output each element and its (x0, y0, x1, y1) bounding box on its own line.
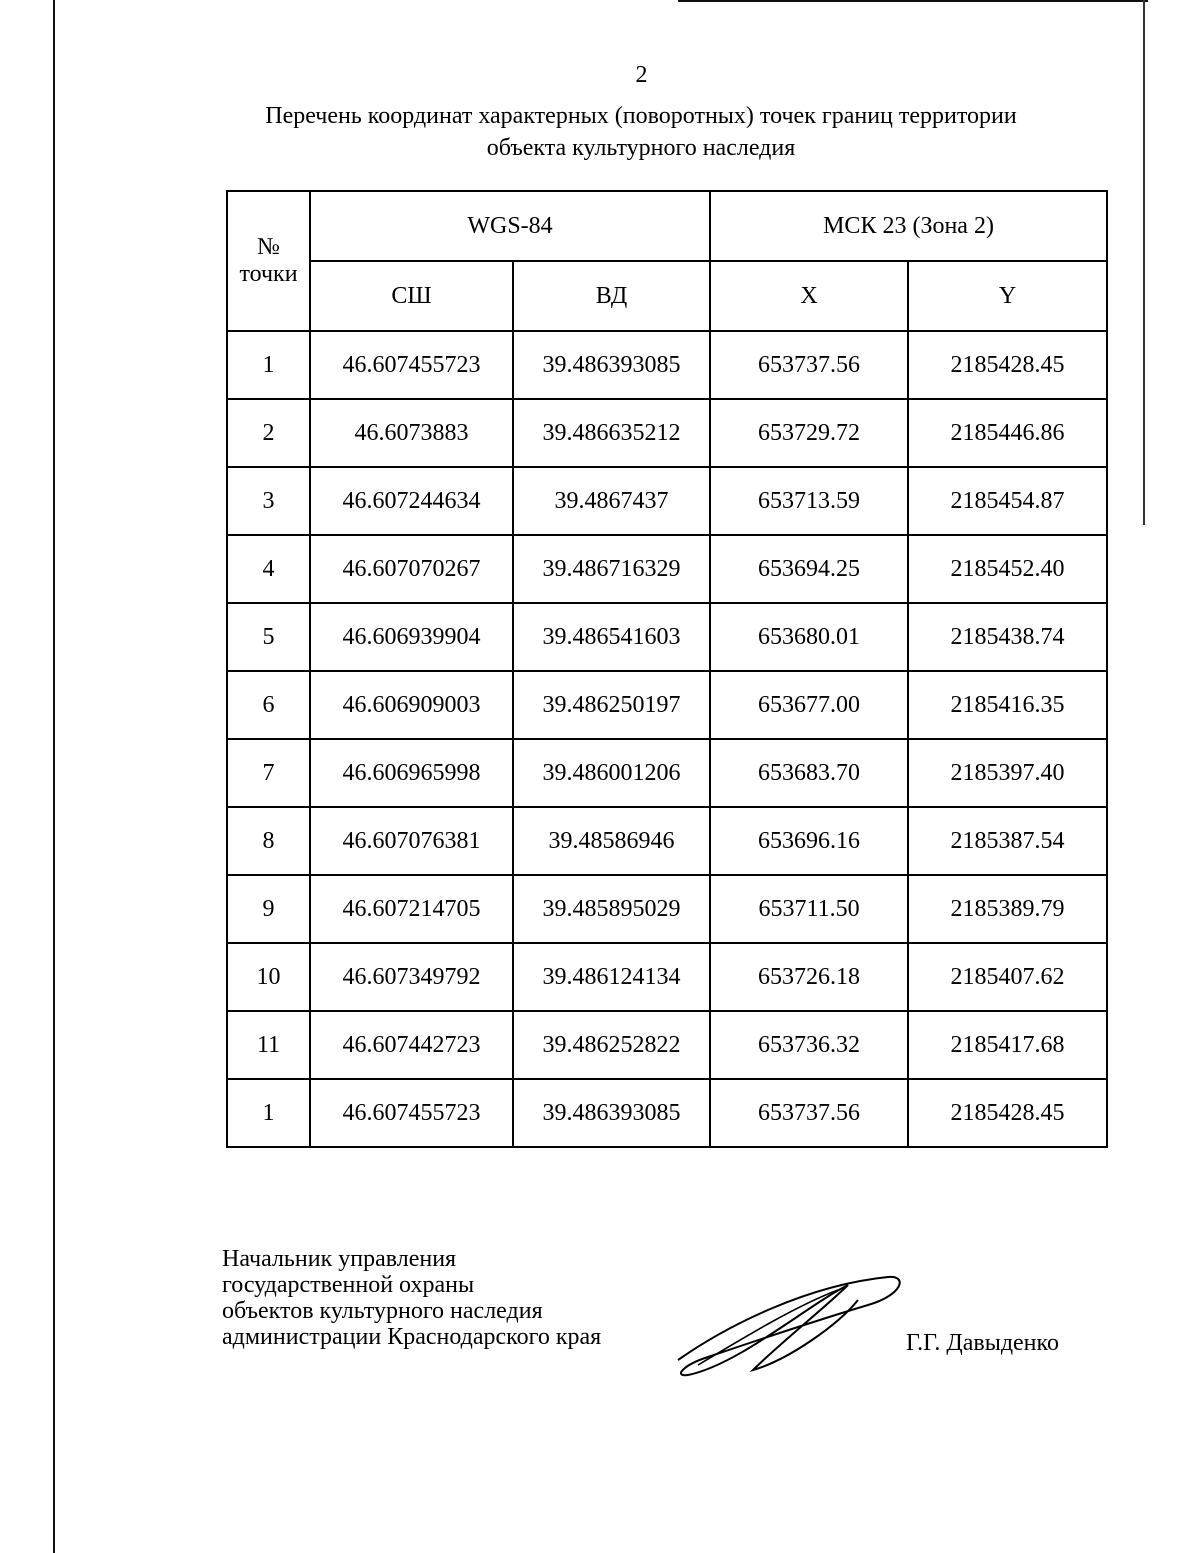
table-row (227, 739, 1107, 807)
cell-point-number: 6 (227, 671, 310, 739)
table-row (227, 1079, 1107, 1147)
cell-x: 653677.00 (710, 671, 908, 739)
cell-latitude: 46.607455723 (310, 1079, 513, 1147)
cell-longitude: 39.486001206 (513, 739, 710, 807)
header-no-word: точки (239, 261, 298, 287)
cell-longitude: 39.486393085 (513, 331, 710, 399)
cell-y: 2185428.45 (908, 1079, 1107, 1147)
header-wgs84: WGS-84 (310, 191, 710, 261)
cell-x: 653737.56 (710, 1079, 908, 1147)
cell-longitude: 39.485895029 (513, 875, 710, 943)
title-line-2: объекта культурного наследия (486, 135, 796, 161)
cell-point-number: 11 (227, 1011, 310, 1079)
header-no-sign: № (257, 234, 280, 260)
page-number: 2 (635, 62, 648, 88)
cell-y: 2185389.79 (908, 875, 1107, 943)
cell-latitude: 46.607076381 (310, 807, 513, 875)
table-header-row-2 (227, 261, 1107, 331)
table-header-row-1 (227, 191, 1107, 261)
header-msk23: МСК 23 (Зона 2) (710, 191, 1107, 261)
cell-x: 653683.70 (710, 739, 908, 807)
signatory-position (222, 1246, 601, 1350)
cell-x: 653737.56 (710, 331, 908, 399)
cell-longitude: 39.486541603 (513, 603, 710, 671)
cell-y: 2185446.86 (908, 399, 1107, 467)
header-latitude: СШ (310, 261, 513, 331)
position-line: объектов культурного наследия (222, 1298, 543, 1324)
cell-point-number: 9 (227, 875, 310, 943)
table-row (227, 603, 1107, 671)
title-line-1: Перечень координат характерных (поворотных) точек границ территории (265, 103, 1017, 129)
cell-y: 2185407.62 (908, 943, 1107, 1011)
position-line: администрации Краснодарского края (222, 1324, 602, 1350)
document-title (230, 100, 1052, 164)
cell-longitude: 39.486250197 (513, 671, 710, 739)
cell-point-number: 10 (227, 943, 310, 1011)
cell-point-number: 1 (227, 1079, 310, 1147)
cell-latitude: 46.607455723 (310, 331, 513, 399)
cell-longitude: 39.48586946 (513, 807, 710, 875)
cell-latitude: 46.606939904 (310, 603, 513, 671)
table-row (227, 807, 1107, 875)
table-row (227, 467, 1107, 535)
position-line: Начальник управления (222, 1246, 457, 1272)
cell-x: 653729.72 (710, 399, 908, 467)
cell-latitude: 46.607349792 (310, 943, 513, 1011)
header-longitude: ВД (513, 261, 710, 331)
signer-name: Г.Г. Давыденко (906, 1330, 1059, 1356)
cell-longitude: 39.486393085 (513, 1079, 710, 1147)
cell-point-number: 7 (227, 739, 310, 807)
scan-border-left (53, 0, 55, 1553)
cell-longitude: 39.486716329 (513, 535, 710, 603)
cell-y: 2185397.40 (908, 739, 1107, 807)
table-row (227, 671, 1107, 739)
cell-latitude: 46.6073883 (310, 399, 513, 467)
table-row (227, 875, 1107, 943)
position-line: государственной охраны (222, 1272, 475, 1298)
cell-x: 653713.59 (710, 467, 908, 535)
cell-x: 653694.25 (710, 535, 908, 603)
header-y: Y (908, 261, 1107, 331)
cell-x: 653726.18 (710, 943, 908, 1011)
cell-x: 653736.32 (710, 1011, 908, 1079)
cell-latitude: 46.607214705 (310, 875, 513, 943)
coordinates-table (226, 190, 1108, 1148)
cell-y: 2185454.87 (908, 467, 1107, 535)
table-row (227, 399, 1107, 467)
cell-point-number: 3 (227, 467, 310, 535)
cell-point-number: 4 (227, 535, 310, 603)
cell-latitude: 46.606909003 (310, 671, 513, 739)
table-body (227, 331, 1107, 1147)
cell-x: 653696.16 (710, 807, 908, 875)
cell-latitude: 46.607442723 (310, 1011, 513, 1079)
cell-latitude: 46.607244634 (310, 467, 513, 535)
cell-y: 2185387.54 (908, 807, 1107, 875)
scan-border-top (678, 0, 1148, 2)
header-x: X (710, 261, 908, 331)
cell-latitude: 46.606965998 (310, 739, 513, 807)
cell-point-number: 5 (227, 603, 310, 671)
cell-y: 2185438.74 (908, 603, 1107, 671)
table-row (227, 943, 1107, 1011)
cell-point-number: 8 (227, 807, 310, 875)
cell-longitude: 39.486635212 (513, 399, 710, 467)
cell-point-number: 2 (227, 399, 310, 467)
cell-point-number: 1 (227, 331, 310, 399)
cell-y: 2185452.40 (908, 535, 1107, 603)
handwritten-signature (668, 1265, 908, 1385)
table-row (227, 535, 1107, 603)
cell-x: 653680.01 (710, 603, 908, 671)
cell-latitude: 46.607070267 (310, 535, 513, 603)
cell-y: 2185428.45 (908, 331, 1107, 399)
cell-longitude: 39.4867437 (513, 467, 710, 535)
cell-longitude: 39.486252822 (513, 1011, 710, 1079)
cell-y: 2185417.68 (908, 1011, 1107, 1079)
table-row (227, 1011, 1107, 1079)
cell-x: 653711.50 (710, 875, 908, 943)
cell-longitude: 39.486124134 (513, 943, 710, 1011)
header-point-number (227, 191, 310, 331)
table-row (227, 331, 1107, 399)
cell-y: 2185416.35 (908, 671, 1107, 739)
